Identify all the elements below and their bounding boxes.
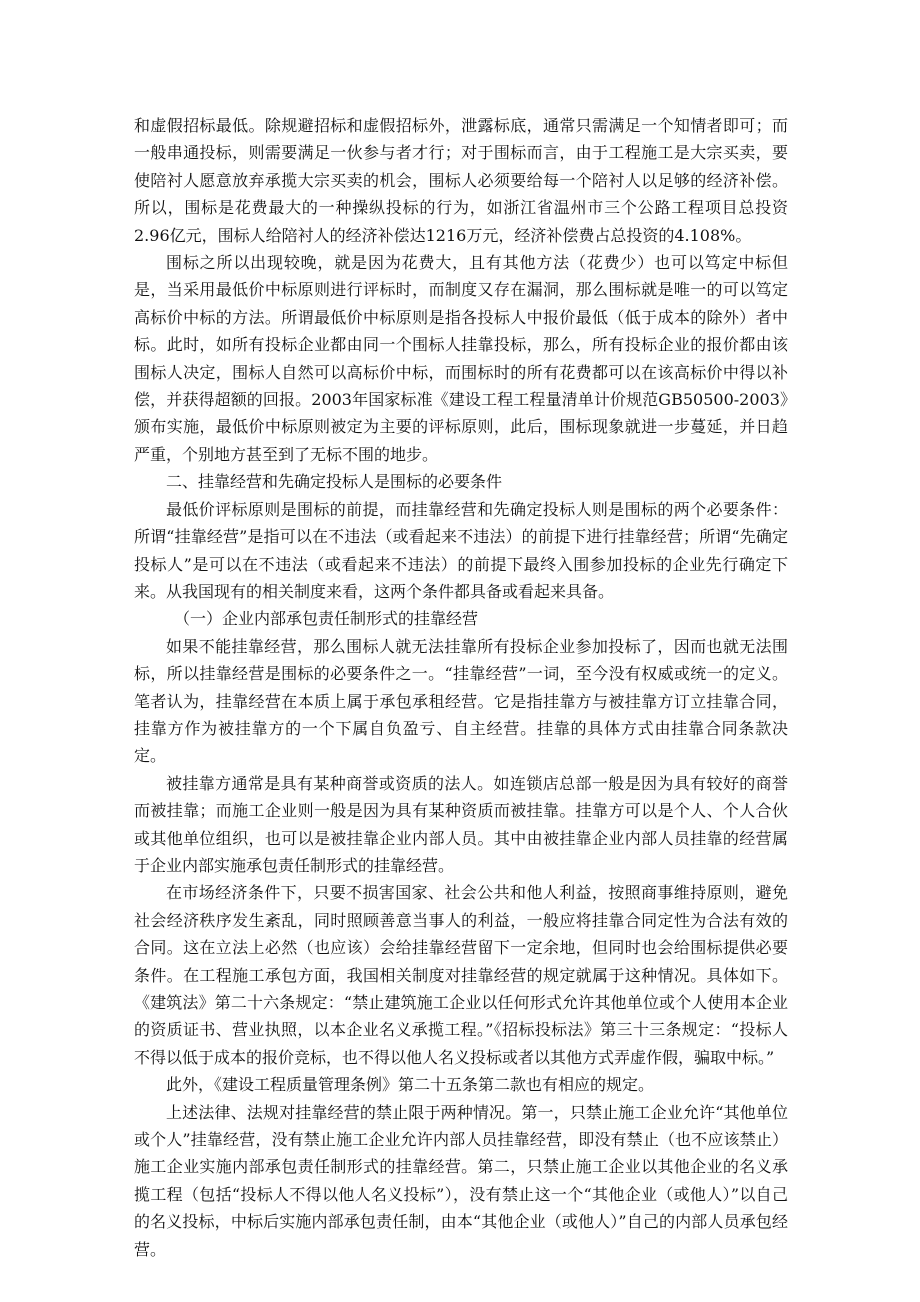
paragraph-restrictions: 上述法律、法规对挂靠经营的禁止限于两种情况。第一，只禁止施工企业允许“其他单位或个人”挂靠经营，没有禁止施工企业允许内部人员挂靠经营，即没有禁止（也不应该禁止）施工企业实施内部承包责任制形式的挂靠经营。第二，只禁止施工企业以其他企业的名义承揽工程（包括“投标人不得以他人名义投标”），没有禁止这一个“其他企业（或他人）”以自己的名义投标，中标后实施内部承包责任制，由本“其他企业（或他人）”自己的内部人员承包经营。 [134, 1102, 788, 1259]
section-heading-2: 二、挂靠经营和先确定投标人是围标的必要条件 [166, 472, 503, 492]
paragraph-necessary-conditions: 最低价评标原则是围标的前提，而挂靠经营和先确定投标人则是围标的两个必要条件：所谓“挂靠经营”是指可以在不违法（或看起来不违法）的前提下进行挂靠经营；所谓“先确定投标人”是可以在不违法（或看起来不违法）的前提下最终入围参加投标的企业先行确定下来。从我国现有的相关制度来看，这两个条件都具备或看起来具备。 [134, 499, 788, 601]
paragraph-market-economy: 在市场经济条件下，只要不损害国家、社会公共和他人利益，按照商事维持原则，避免社会经济秩序发生紊乱，同时照顾善意当事人的利益，一般应将挂靠合同定性为合法有效的合同。这在立法上必然（也应该）会给挂靠经营留下一定余地，但同时也会给围标提供必要条件。在工程施工承包方面，我国相关制度对挂靠经营的规定就属于这种情况。具体如下。《建筑法》第二十六条规定：“禁止建筑施工企业以任何形式允许其他单位或个人使用本企业的资质证书、营业执照，以本企业名义承揽工程。”《招标投标法》第三十三条规定：“投标人不得以低于成本的报价竞标，也不得以他人名义投标或者以其他方式弄虚作假，骗取中标。” [134, 883, 788, 1067]
paragraph-regulation: 此外，《建设工程质量管理条例》第二十五条第二款也有相应的规定。 [166, 1075, 655, 1095]
paragraph-affiliated-operation: 如果不能挂靠经营，那么围标人就无法挂靠所有投标企业参加投标了，因而也就无法围标，所以挂靠经营是围标的必要条件之一。“挂靠经营”一词，至今没有权威或统一的定义。笔者认为，挂靠经营在本质上属于承包承租经营。它是指挂靠方与被挂靠方订立挂靠合同，挂靠方作为被挂靠方的一个下属自负盈亏、自主经营。挂靠的具体方式由挂靠合同条款决定。 [134, 636, 788, 766]
subsection-heading-1: （一）企业内部承包责任制形式的挂靠经营 [174, 609, 479, 629]
paragraph-continued: 和虚假招标最低。除规避招标和虚假招标外，泄露标底，通常只需满足一个知情者即可；而一般串通投标，则需要满足一伙参与者才行；对于围标而言，由于工程施工是大宗买卖，要使陪衬人愿意放弃承揽大宗买卖的机会，围标人必须要给每一个陪衬人以足够的经济补偿。所以，围标是花费最大的一种操纵投标的行为，如浙江省温州市三个公路工程项目总投资2.96亿元，围标人给陪衬人的经济补偿达1216万元，经济补偿费占总投资的4.108%。 [134, 116, 788, 245]
document-page [134, 112, 788, 1263]
paragraph-affiliated-party: 被挂靠方通常是具有某种商誉或资质的法人。如连锁店总部一般是因为具有较好的商誉而被挂靠；而施工企业则一般是因为具有某种资质而被挂靠。挂靠方可以是个人、个人合伙或其他单位组织，也可以是被挂靠企业内部人员。其中由被挂靠企业内部人员挂靠的经营属于企业内部实施承包责任制形式的挂靠经营。 [134, 773, 788, 875]
paragraph-bidding-cost: 围标之所以出现较晚，就是因为花费大，且有其他方法（花费少）也可以笃定中标但是，当采用最低价中标原则进行评标时，而制度又存在漏洞，那么围标就是唯一的可以笃定高标价中标的方法。所谓最低价中标原则是指各投标人中报价最低（低于成本的除外）者中标。此时，如所有投标企业都由同一个围标人挂靠投标，那么，所有投标企业的报价都由该围标人决定，围标人自然可以高标价中标，而围标时的所有花费都可以在该高标价中得以补偿，并获得超额的回报。2003年国家标准《建设工程工程量清单计价规范GB50500-2003》颁布实施，最低价中标原则被定为主要的评标原则，此后，围标现象就进一步蔓延，并日趋严重，个别地方甚至到了无标不围的地步。 [134, 253, 788, 464]
